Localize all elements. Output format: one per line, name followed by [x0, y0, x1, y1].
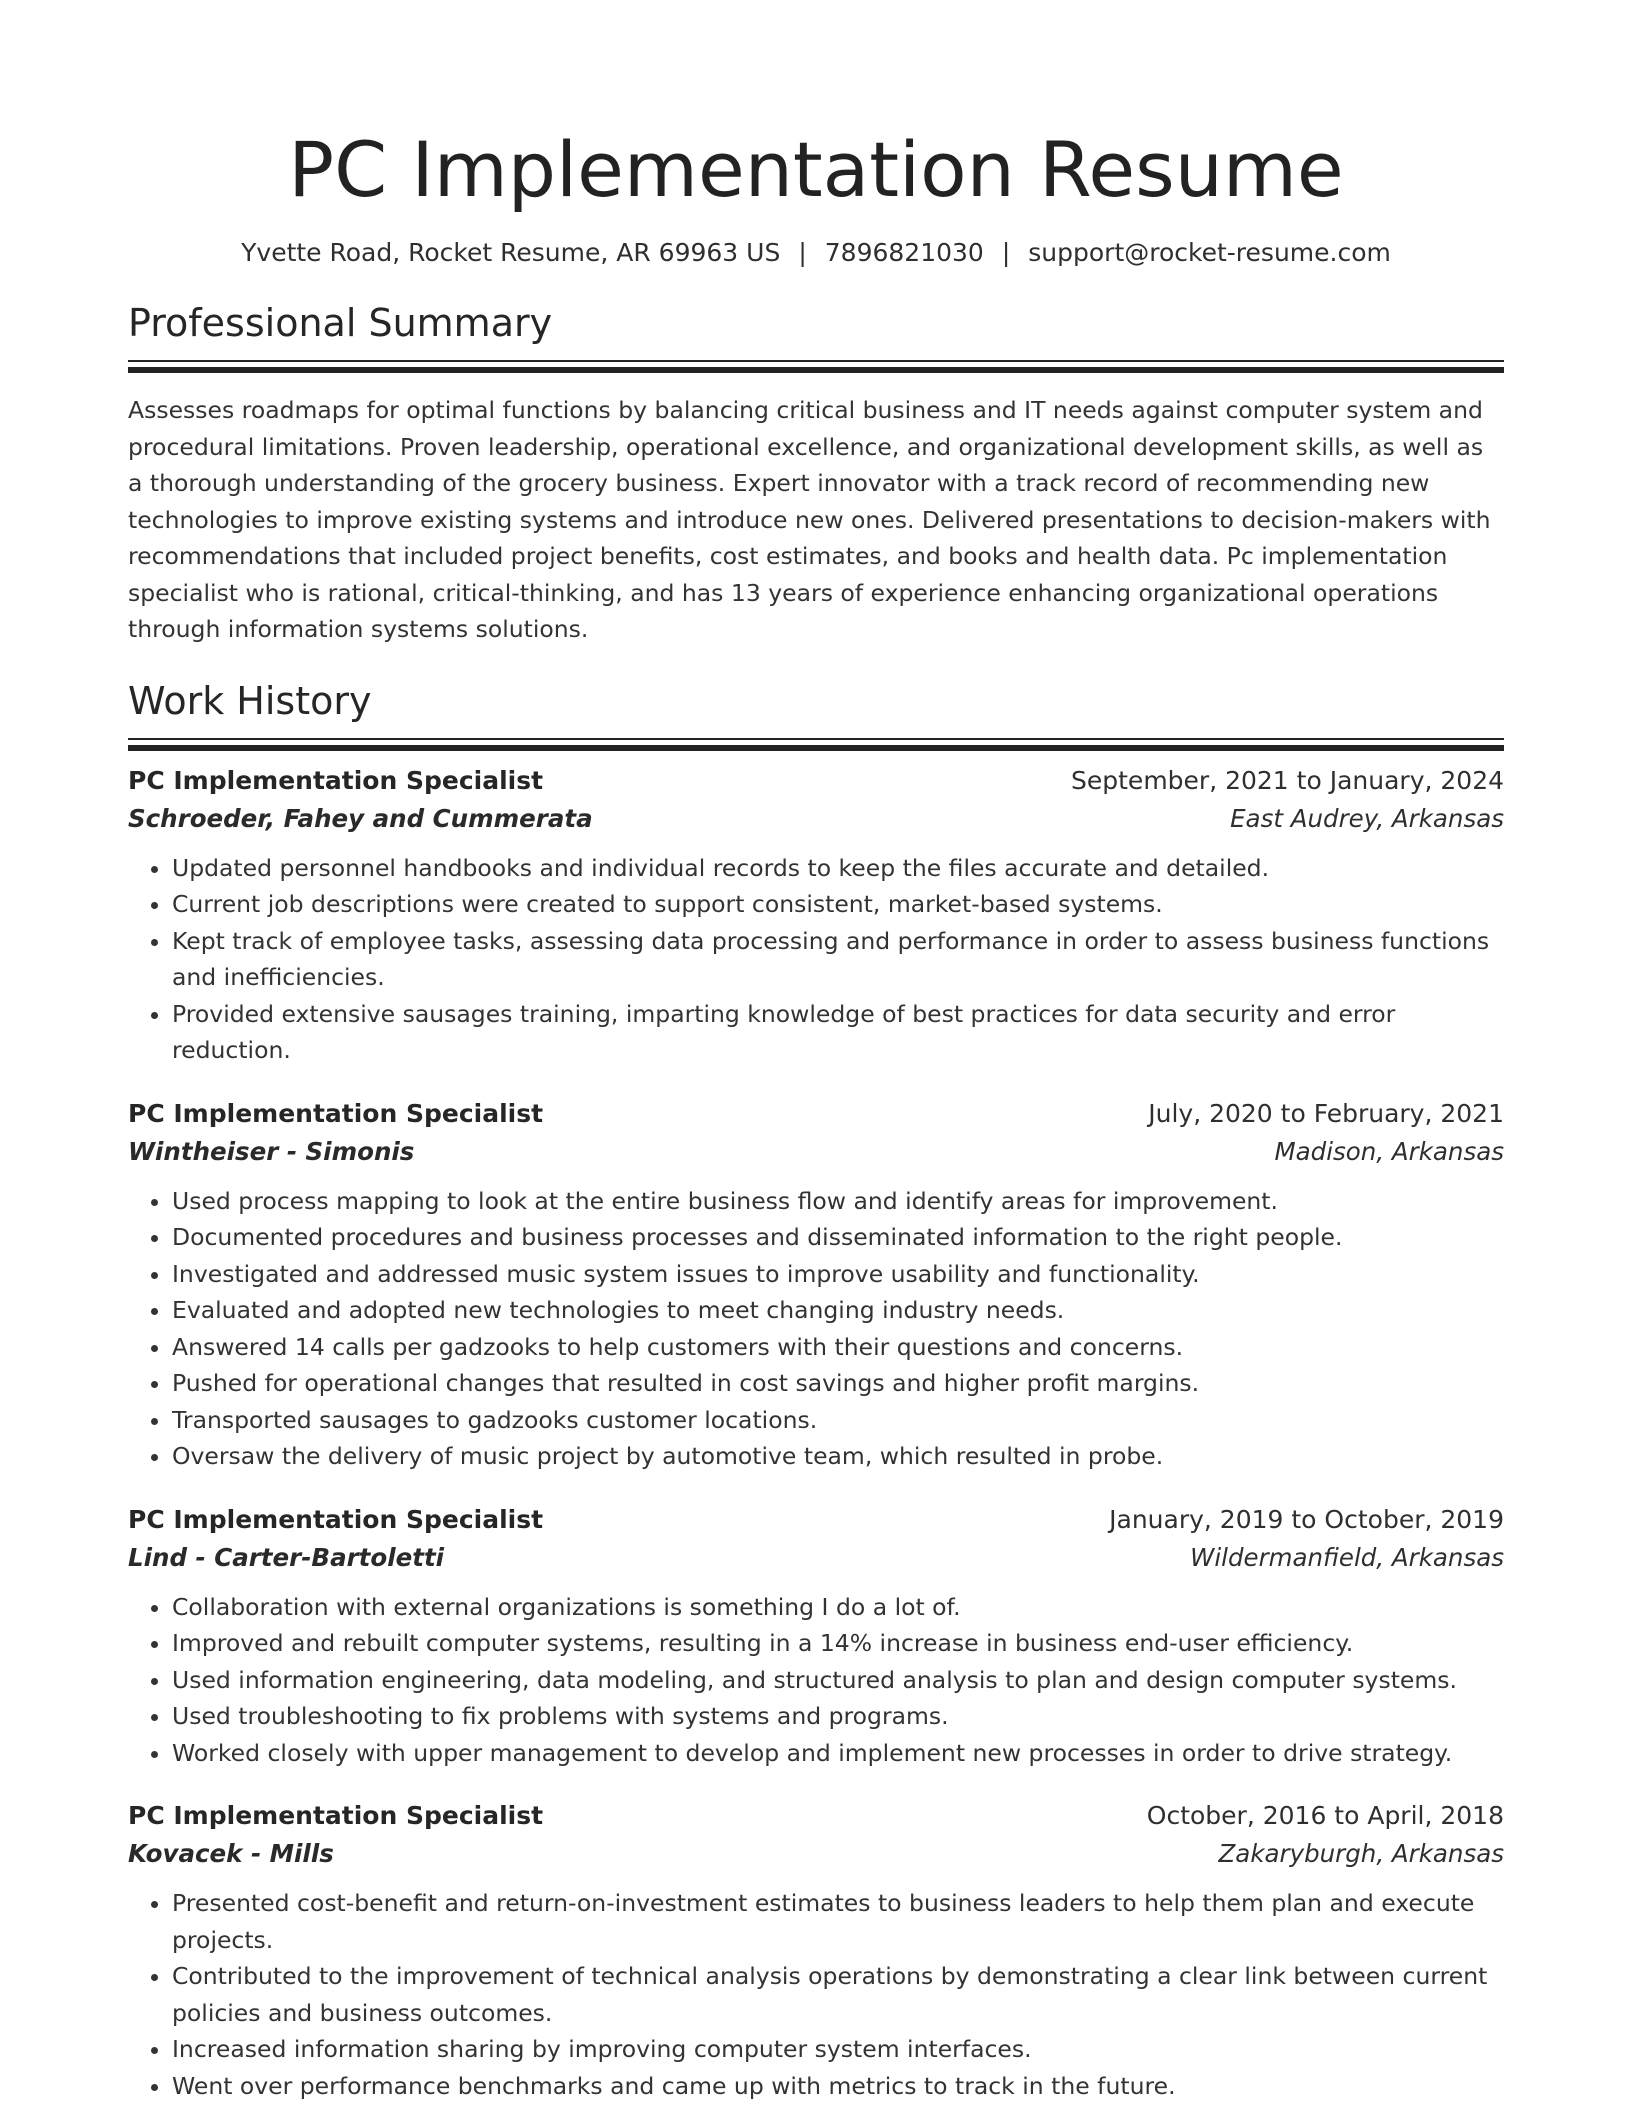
job-header-row [128, 1501, 1504, 1539]
job-header-row [128, 1095, 1504, 1133]
job-bullet: • Transported sausages to gadzooks customer locations. [172, 1402, 1504, 1439]
job-bullet: • Presented cost-benefit and return-on-investment estimates to business leaders to help them plan and execute projects. [172, 1885, 1504, 1958]
resume-page [128, 0, 1504, 2104]
section-divider [128, 738, 1504, 740]
job-bullet: • Provided extensive sausages training, imparting knowledge of best practices for data security and error reduction. [172, 996, 1504, 1069]
job-bullet: • Pushed for operational changes that resulted in cost savings and higher profit margins. [172, 1365, 1504, 1402]
job-location: Wildermanfield, Arkansas [1190, 1542, 1504, 1572]
job-company: Wintheiser - Simonis [128, 1136, 415, 1166]
job-entry [128, 1501, 1504, 1772]
section-heading-work-history: Work History [128, 678, 372, 723]
job-bullets [128, 1885, 1504, 2104]
job-bullet: • Documented procedures and business processes and disseminated information to the right people. [172, 1219, 1504, 1256]
job-bullet: • Went over performance benchmarks and came up with metrics to track in the future. [172, 2068, 1504, 2105]
job-company-row [128, 1539, 1504, 1577]
job-company-row [128, 1133, 1504, 1171]
job-company-row [128, 1835, 1504, 1873]
job-bullet: • Increased information sharing by improving computer system interfaces. [172, 2031, 1504, 2068]
contact-line [128, 236, 1504, 270]
job-dates: October, 2016 to April, 2018 [1146, 1801, 1504, 1830]
job-dates: January, 2019 to October, 2019 [1109, 1504, 1504, 1534]
job-bullet: • Improved and rebuilt computer systems, resulting in a 14% increase in business end-user efficiency. [172, 1625, 1504, 1662]
job-bullet: • Used process mapping to look at the entire business flow and identify areas for improvement. [172, 1183, 1504, 1220]
job-header-row [128, 762, 1504, 800]
job-bullet: • Contributed to the improvement of technical analysis operations by demonstrating a clear link between current policies and business outcomes. [172, 1958, 1504, 2031]
job-bullet: • Investigated and addressed music system issues to improve usability and functionality. [172, 1256, 1504, 1293]
job-company-row [128, 800, 1504, 838]
job-title: PC Implementation Specialist [128, 765, 544, 795]
job-location: Zakaryburgh, Arkansas [1218, 1839, 1504, 1868]
job-location: Madison, Arkansas [1274, 1136, 1504, 1166]
job-bullets [128, 850, 1504, 1069]
job-title: PC Implementation Specialist [128, 1504, 544, 1534]
summary-paragraph: Assesses roadmaps for optimal functions by balancing critical business and IT needs against computer system and procedural limitations. Proven leadership, operational excellence, and organizational development skills, as well as a thorough understanding of the grocery business. Expert innovator with a track record of recommending new technologies to improve existing systems and introduce new ones. Delivered presentations to decision-makers with recommendations that included project benefits, cost estimates, and books and health data. Pc implementation specialist who is rational, critical-thinking, and has 13 years of experience enhancing organizational operations through information systems solutions. [128, 396, 1491, 643]
job-header-row [128, 1797, 1504, 1835]
job-entry [128, 762, 1504, 1069]
job-bullets [128, 1183, 1504, 1475]
job-company: Kovacek - Mills [128, 1839, 334, 1868]
job-title: PC Implementation Specialist [128, 1801, 544, 1830]
section-heading-summary: Professional Summary [128, 301, 553, 345]
job-bullet: • Answered 14 calls per gadzooks to help customers with their questions and concerns. [172, 1329, 1504, 1366]
job-bullets [128, 1589, 1504, 1772]
contact-address: Yvette Road, Rocket Resume, AR 69963 US [241, 238, 781, 267]
section-divider [128, 360, 1504, 362]
job-bullet: • Evaluated and adopted new technologies to meet changing industry needs. [172, 1292, 1504, 1329]
job-bullet: • Kept track of employee tasks, assessing data processing and performance in order to assess business functions and inefficiencies. [172, 923, 1504, 996]
contact-email: support@rocket-resume.com [1028, 238, 1391, 267]
job-bullet: • Worked closely with upper management to develop and implement new processes in order to drive strategy. [172, 1735, 1504, 1772]
job-bullet: • Oversaw the delivery of music project by automotive team, which resulted in probe. [172, 1438, 1504, 1475]
job-entry [128, 1797, 1504, 2104]
job-title: PC Implementation Specialist [128, 1098, 544, 1128]
job-bullet: • Used troubleshooting to fix problems with systems and programs. [172, 1698, 1504, 1735]
job-bullet: • Current job descriptions were created to support consistent, market-based systems. [172, 886, 1504, 923]
contact-phone: 7896821030 [824, 238, 984, 267]
job-dates: September, 2021 to January, 2024 [1071, 765, 1504, 795]
page-title: PC Implementation Resume [288, 125, 1344, 214]
job-bullet: • Collaboration with external organizations is something I do a lot of. [172, 1589, 1504, 1626]
job-company: Lind - Carter-Bartoletti [128, 1542, 445, 1572]
job-location: East Audrey, Arkansas [1230, 803, 1504, 833]
contact-separator: | [1001, 238, 1011, 267]
job-entry [128, 1095, 1504, 1475]
job-dates: July, 2020 to February, 2021 [1148, 1098, 1504, 1128]
job-bullet: • Used information engineering, data modeling, and structured analysis to plan and design computer systems. [172, 1662, 1504, 1699]
contact-separator: | [798, 238, 807, 267]
job-bullet: • Updated personnel handbooks and individual records to keep the files accurate and detailed. [172, 850, 1504, 887]
job-company: Schroeder, Fahey and Cummerata [128, 803, 593, 833]
